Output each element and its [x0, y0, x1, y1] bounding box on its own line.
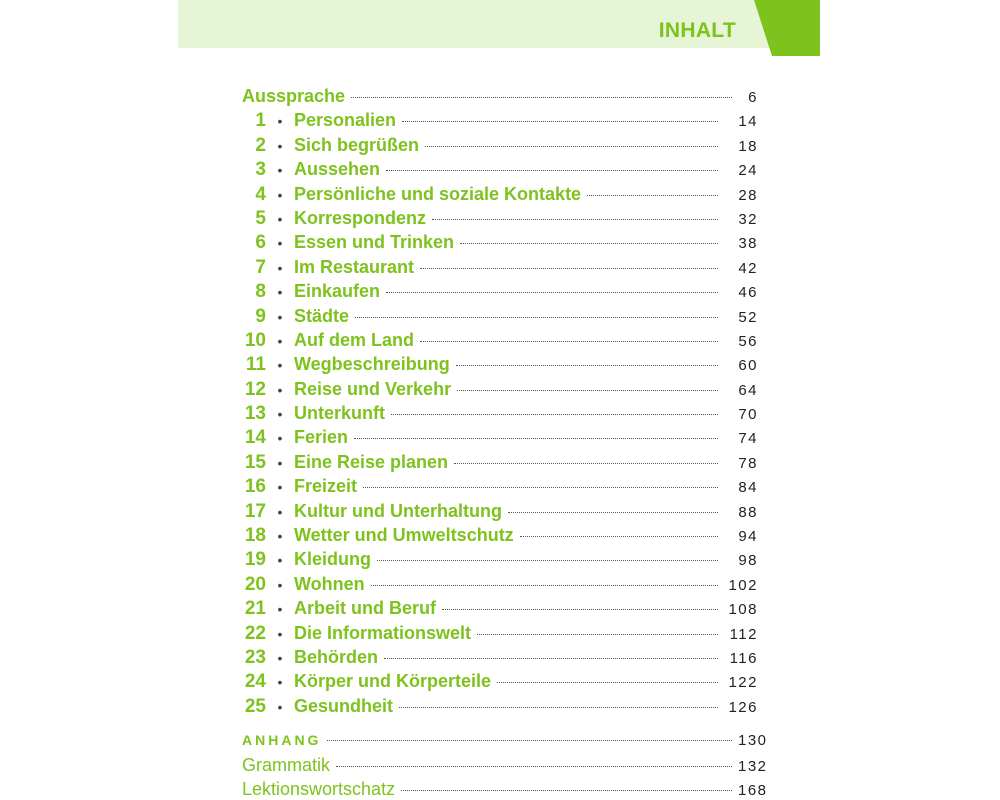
- dot-leader: [386, 170, 718, 171]
- toc-entry-chapter-8[interactable]: [242, 279, 758, 303]
- dot-leader: [327, 740, 732, 741]
- bullet-icon: •: [277, 113, 283, 130]
- table-of-contents: [242, 84, 768, 800]
- bullet-icon: •: [277, 162, 283, 179]
- toc-entry-page: 88: [738, 503, 758, 521]
- bullet-icon: •: [277, 381, 283, 398]
- toc-entry-page: 126: [728, 698, 758, 716]
- dot-leader: [442, 609, 718, 610]
- toc-entry-title: Kultur und Unterhaltung: [294, 500, 502, 521]
- chapter-number: 16: [244, 476, 266, 498]
- toc-entry-chapter-12[interactable]: [242, 377, 758, 401]
- toc-entry-page: 108: [728, 601, 758, 619]
- chapter-number: 20: [244, 573, 266, 595]
- toc-entry-page: 112: [729, 625, 758, 643]
- toc-entry-chapter-3[interactable]: [242, 157, 758, 181]
- toc-entry-page: 42: [738, 259, 758, 277]
- toc-entry-chapter-23[interactable]: [242, 645, 758, 669]
- toc-entry-chapter-6[interactable]: [242, 230, 758, 254]
- bullet-icon: •: [277, 625, 283, 642]
- bullet-icon: •: [277, 210, 283, 227]
- toc-entry-page: 168: [738, 781, 768, 799]
- toc-entry-title: Wohnen: [294, 573, 365, 594]
- toc-entry-page: 130: [738, 732, 768, 750]
- toc-entry-page: 14: [738, 113, 758, 131]
- toc-entry-appendix-item[interactable]: [242, 753, 768, 777]
- toc-entry-title: Sich begrüßen: [294, 134, 420, 155]
- dot-leader: [399, 707, 718, 708]
- toc-entry-chapter-25[interactable]: [242, 694, 758, 718]
- toc-entry-appendix-item[interactable]: [242, 777, 768, 800]
- toc-entry-page: 6: [748, 89, 758, 106]
- toc-entry-title: Wegbeschreibung: [294, 354, 450, 375]
- chapter-number: 24: [244, 671, 266, 693]
- dot-leader: [456, 365, 718, 366]
- toc-entry-title: Unterkunft: [294, 403, 385, 424]
- dot-leader: [377, 560, 718, 561]
- chapter-number: 25: [244, 695, 266, 717]
- toc-entry-page: 74: [738, 430, 758, 448]
- toc-entry-title: Einkaufen: [294, 281, 381, 302]
- toc-entry-title: Ferien: [294, 427, 349, 448]
- bullet-icon: •: [277, 259, 283, 276]
- bullet-icon: •: [277, 479, 283, 496]
- toc-entry-title: Grammatik: [242, 754, 331, 775]
- toc-entry-chapter-7[interactable]: [242, 255, 758, 279]
- bullet-icon: •: [277, 332, 283, 349]
- toc-entry-title: Behörden: [294, 646, 379, 667]
- toc-entry-title: Lektionswortschatz: [242, 778, 396, 799]
- dot-leader: [432, 219, 718, 220]
- dot-leader: [386, 292, 718, 293]
- toc-entry-page: 64: [738, 381, 758, 399]
- toc-entry-page: 98: [738, 552, 758, 570]
- toc-entry-chapter-13[interactable]: [242, 401, 758, 425]
- dot-leader: [520, 536, 718, 537]
- chapter-number: 9: [255, 305, 266, 327]
- toc-entry-title: Eine Reise planen: [294, 451, 449, 472]
- dot-leader: [384, 658, 718, 659]
- dot-leader: [454, 463, 718, 464]
- toc-entry-chapter-19[interactable]: [242, 547, 758, 571]
- chapter-number: 12: [244, 378, 266, 400]
- chapter-number: 5: [255, 207, 266, 229]
- chapter-number: 2: [255, 134, 266, 156]
- chapter-number: 14: [244, 427, 266, 449]
- toc-entry-page: 56: [738, 332, 758, 350]
- toc-entry-title: Kleidung: [294, 549, 371, 570]
- bullet-icon: •: [277, 284, 283, 301]
- dot-leader: [391, 414, 718, 415]
- bullet-icon: •: [277, 406, 283, 423]
- toc-entry-title: Körper und Körperteile: [294, 671, 492, 692]
- bullet-icon: •: [277, 137, 283, 154]
- toc-entry-page: 122: [728, 674, 758, 692]
- chapter-number: 22: [244, 622, 266, 644]
- toc-entry-title: Auf dem Land: [294, 329, 414, 350]
- toc-entry-page: 60: [738, 357, 758, 375]
- chapter-number: 13: [244, 403, 266, 425]
- toc-entry-chapter-16[interactable]: [242, 474, 758, 498]
- toc-entry-intro[interactable]: [242, 84, 758, 108]
- bullet-icon: •: [277, 308, 283, 325]
- chapter-number: 23: [244, 646, 266, 668]
- chapter-number: 15: [244, 451, 266, 473]
- toc-entry-title: Die Informationswelt: [294, 622, 472, 643]
- chapter-number: 21: [244, 598, 266, 620]
- toc-entry-chapter-20[interactable]: [242, 572, 758, 596]
- toc-entry-page: 78: [738, 454, 758, 472]
- chapter-number: 7: [255, 256, 266, 278]
- bullet-icon: •: [277, 235, 283, 252]
- chapter-number: 19: [244, 549, 266, 571]
- dot-leader: [402, 121, 718, 122]
- toc-entry-title: Freizeit: [294, 476, 358, 497]
- toc-entry-chapter-1[interactable]: [242, 108, 758, 132]
- dot-leader: [508, 512, 718, 513]
- dot-leader: [336, 766, 732, 767]
- toc-entry-chapter-24[interactable]: [242, 669, 758, 693]
- toc-entry-page: 70: [738, 406, 758, 424]
- dot-leader: [477, 634, 718, 635]
- toc-entry-chapter-14[interactable]: [242, 425, 758, 449]
- dot-leader: [420, 341, 718, 342]
- toc-entry-page: 24: [738, 162, 758, 180]
- chapter-number: 17: [244, 500, 266, 522]
- toc-entry-title: Personalien: [294, 110, 397, 131]
- toc-entry-page: 32: [738, 210, 758, 228]
- toc-entry-chapter-4[interactable]: [242, 182, 758, 206]
- toc-entry-title: Gesundheit: [294, 695, 394, 716]
- toc-entry-chapter-18[interactable]: [242, 523, 758, 547]
- toc-entry-chapter-15[interactable]: [242, 450, 758, 474]
- dot-leader: [587, 195, 718, 196]
- bullet-icon: •: [277, 186, 283, 203]
- section-gap: [242, 718, 758, 728]
- toc-entry-chapter-22[interactable]: [242, 621, 758, 645]
- dot-leader: [457, 390, 718, 391]
- toc-entry-title: Persönliche und soziale Kontakte: [294, 183, 582, 204]
- toc-entry-page: 46: [738, 284, 758, 302]
- chapter-number: 6: [255, 232, 266, 254]
- dot-leader: [371, 585, 718, 586]
- toc-entry-chapter-10[interactable]: [242, 328, 758, 352]
- dot-leader: [497, 682, 718, 683]
- bullet-icon: •: [277, 601, 283, 618]
- chapter-number: 18: [244, 525, 266, 547]
- bullet-icon: •: [277, 552, 283, 569]
- bullet-icon: •: [277, 576, 283, 593]
- toc-entry-chapter-11[interactable]: [242, 352, 758, 376]
- bullet-icon: •: [277, 698, 283, 715]
- bullet-icon: •: [277, 528, 283, 545]
- toc-entry-title: Arbeit und Beruf: [294, 598, 436, 619]
- toc-entry-chapter-21[interactable]: [242, 596, 758, 620]
- bullet-icon: •: [277, 430, 283, 447]
- dot-leader: [401, 790, 732, 791]
- chapter-number: 1: [255, 110, 266, 132]
- toc-entry-page: 18: [738, 137, 758, 155]
- toc-entry-page: 38: [738, 235, 758, 253]
- toc-entry-page: 84: [738, 479, 758, 497]
- toc-entry-chapter-9[interactable]: [242, 304, 758, 328]
- toc-entry-chapter-5[interactable]: [242, 206, 758, 230]
- bullet-icon: •: [277, 674, 283, 691]
- toc-entry-page: 28: [738, 186, 758, 204]
- toc-entry-title: Im Restaurant: [294, 256, 415, 277]
- dot-leader: [420, 268, 718, 269]
- toc-entry-title: Aussprache: [242, 86, 346, 106]
- toc-entry-title: Korrespondenz: [294, 207, 427, 228]
- toc-entry-appendix[interactable]: [242, 728, 768, 752]
- toc-entry-title: Wetter und Umweltschutz: [294, 525, 514, 546]
- chapter-number: 3: [255, 159, 266, 181]
- appendix-list: [242, 753, 768, 800]
- dot-leader: [425, 146, 718, 147]
- toc-entry-title: ANHANG: [242, 732, 322, 749]
- toc-entry-page: 102: [728, 576, 758, 594]
- dot-leader: [460, 243, 718, 244]
- bullet-icon: •: [277, 649, 283, 666]
- chapter-number: 11: [245, 354, 266, 376]
- chapter-list: [242, 108, 758, 718]
- toc-entry-page: 52: [738, 308, 758, 326]
- toc-entry-title: Reise und Verkehr: [294, 378, 452, 399]
- toc-entry-title: Aussehen: [294, 159, 381, 180]
- dot-leader: [354, 438, 718, 439]
- dot-leader: [355, 317, 718, 318]
- toc-entry-chapter-17[interactable]: [242, 499, 758, 523]
- page-title: INHALT: [658, 19, 736, 42]
- bullet-icon: •: [277, 357, 283, 374]
- dot-leader: [351, 97, 732, 98]
- toc-entry-title: Städte: [294, 305, 350, 326]
- bullet-icon: •: [277, 503, 283, 520]
- toc-entry-title: Essen und Trinken: [294, 232, 455, 253]
- chapter-number: 4: [255, 183, 266, 205]
- toc-entry-page: 132: [738, 757, 768, 775]
- bullet-icon: •: [277, 454, 283, 471]
- toc-entry-chapter-2[interactable]: [242, 133, 758, 157]
- chapter-number: 8: [255, 281, 266, 303]
- toc-entry-page: 94: [738, 528, 758, 546]
- chapter-number: 10: [244, 329, 266, 351]
- dot-leader: [363, 487, 718, 488]
- toc-entry-page: 116: [729, 649, 758, 667]
